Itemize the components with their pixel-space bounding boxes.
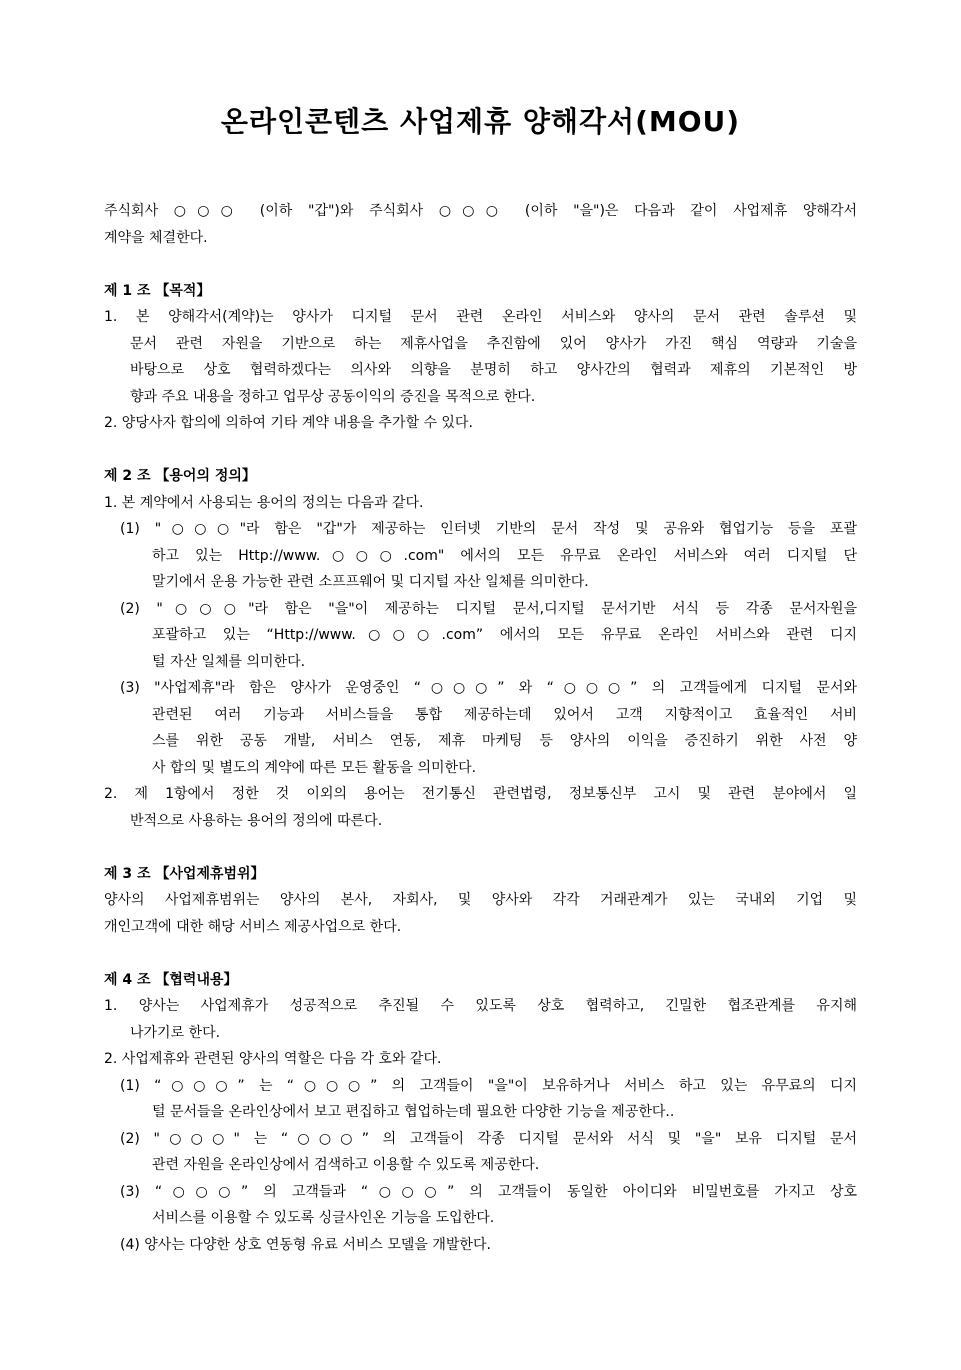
article-heading: 제 1 조 【목적】 (104, 282, 211, 299)
section-gap (104, 834, 857, 861)
document-body (104, 198, 857, 1258)
article-line: 1. 양사는 사업제휴가 성공적으로 추진될 수 있도록 상호 협력하고, 긴밀한 협조관계를 유지해 (104, 998, 857, 1014)
article-line: 양사의 사업제휴범위는 양사의 본사, 자회사, 및 양사와 각각 거래관계가 있는 국내외 기업 및 (104, 892, 857, 908)
article-line: 향과 주요 내용을 정하고 업무상 공동이익의 증진을 목적으로 한다. (130, 388, 536, 405)
article-line: 바탕으로 상호 협력하겠다는 의사와 의향을 분명히 하고 양사간의 협력과 제휴의 기본적인 방 (130, 362, 857, 378)
article-line: 털 문서들을 온라인상에서 보고 편집하고 협업하는데 필요한 다양한 기능을 제공한다.. (152, 1104, 675, 1120)
article-line: (1) “○○○” 는 “○○○” 의 고객들이 "을"이 보유하거나 서비스 하고 있는 유무료의 디지 (120, 1077, 857, 1094)
article-line: 2. 사업제휴와 관련된 양사의 역할은 다음 각 호와 같다. (104, 1051, 442, 1067)
article-line: (3) "사업제휴"라 함은 양사가 운영중인 “○○○” 와 “○○○” 의 고객들에게 디지털 문서와 (120, 680, 857, 696)
intro-line: 주식회사 ○○○ (이하 "갑")와 주식회사 ○○○ (이하 "을")은 다음과 같이 사업제휴 양해각서 (104, 203, 857, 219)
article-line: 포괄하고 있는 “Http://www.○○○.com” 에서의 모든 유무료 온라인 서비스와 관련 디지 (152, 627, 857, 643)
article-line: 문서 관련 자원을 기반으로 하는 제휴사업을 추진함에 있어 양사가 가진 핵심 역량과 기술을 (130, 335, 857, 352)
article-line: 스를 위한 공동 개발, 서비스 연동, 제휴 마케팅 등 양사의 이익을 증진하기 위한 사전 양 (152, 733, 857, 749)
article-line: 관련 자원을 온라인상에서 검색하고 이용할 수 있도록 제공한다. (152, 1157, 540, 1173)
article-line: 하고 있는 Http://www.○○○.com" 에서의 모든 유무료 온라인 서비스와 여러 디지털 단 (152, 547, 857, 564)
section-gap (104, 251, 857, 278)
article-line: 반적으로 사용하는 용어의 정의에 따른다. (130, 812, 383, 829)
article-line: 개인고객에 대한 해당 서비스 제공사업으로 한다. (104, 918, 402, 935)
article-heading: 제 4 조 【협력내용】 (104, 971, 238, 988)
article-line: 나가기로 한다. (130, 1024, 221, 1041)
article-line: 사 합의 및 별도의 계약에 따른 모든 활동을 의미한다. (152, 759, 477, 776)
articles (104, 251, 857, 1258)
article-line: 2. 제 1항에서 정한 것 이외의 용어는 전기통신 관련법령, 정보통신부 고시 및 관련 분야에서 일 (104, 786, 857, 802)
article-line: 서비스를 이용할 수 있도록 싱글사인온 기능을 도입한다. (152, 1210, 495, 1226)
article-heading: 제 3 조 【사업제휴범위】 (104, 865, 265, 882)
article-line: 1. 본 양해각서(계약)는 양사가 디지털 문서 관련 온라인 서비스와 양사의 문서 관련 솔루션 및 (104, 309, 857, 325)
article-line: (2) "○○○"라 함은 "을"이 제공하는 디지털 문서,디지털 문서기반 서식 등 각종 문서자원을 (120, 600, 857, 617)
section-gap (104, 437, 857, 464)
article-line: 1. 본 계약에서 사용되는 용어의 정의는 다음과 같다. (104, 494, 424, 511)
article-line: 관련된 여러 기능과 서비스들을 통합 제공하는데 있어서 고객 지향적이고 효율적인 서비 (152, 706, 857, 723)
article-line: (1) "○○○"라 함은 "갑"가 제공하는 인터넷 기반의 문서 작성 및 공유와 협업기능 등을 포괄 (120, 521, 857, 537)
article-line: 말기에서 운용 가능한 관련 소프프웨어 및 디지털 자산 일체를 의미한다. (152, 574, 589, 590)
article-line: 2. 양당사자 합의에 의하여 기타 계약 내용을 추가할 수 있다. (104, 415, 473, 431)
article-line: (2) "○○○" 는 “○○○” 의 고객들이 각종 디지털 문서와 서식 및 "을" 보유 디지털 문서 (120, 1130, 857, 1147)
section-gap (104, 940, 857, 967)
article-line: 털 자산 일체를 의미한다. (152, 653, 306, 670)
article-line: (4) 양사는 다양한 상호 연동형 유료 서비스 모델을 개발한다. (120, 1236, 491, 1253)
article-heading: 제 2 조 【용어의 정의】 (104, 468, 256, 484)
article-line: (3) “○○○” 의 고객들과 “○○○” 의 고객들이 동일한 아이디와 비밀번호를 가지고 상호 (120, 1183, 857, 1200)
document-title: 온라인콘텐츠 사업제휴 양해각서(MOU) (220, 105, 741, 138)
intro-line: 계약을 체결한다. (104, 229, 208, 246)
